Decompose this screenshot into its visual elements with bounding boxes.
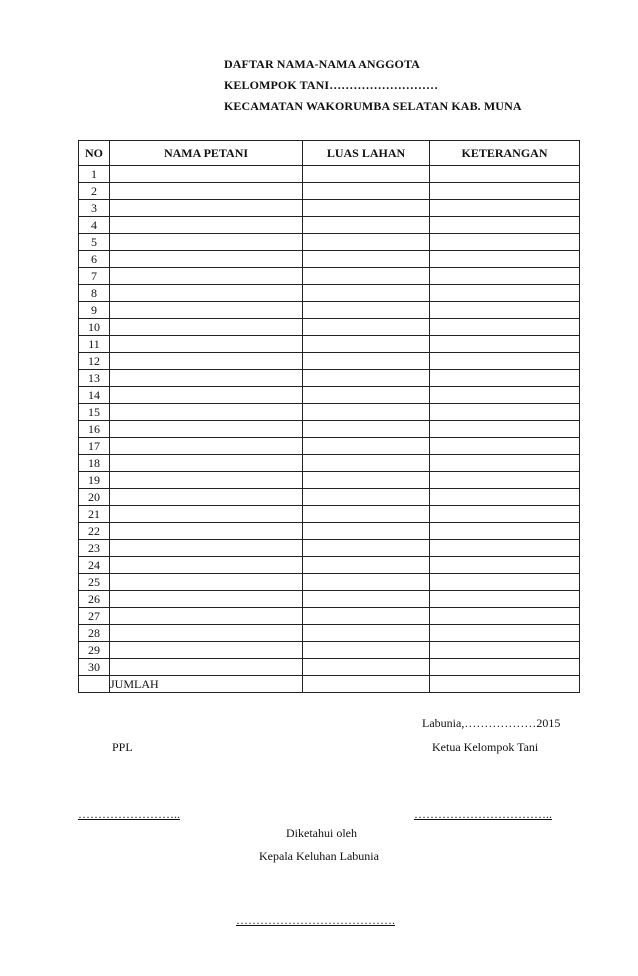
name-cell [110, 234, 303, 251]
table-body [79, 166, 580, 676]
row-number: 30 [79, 659, 110, 676]
name-cell [110, 268, 303, 285]
name-cell [110, 285, 303, 302]
remarks-cell [430, 166, 580, 183]
land-area-cell [303, 166, 430, 183]
name-cell [110, 489, 303, 506]
land-area-cell [303, 574, 430, 591]
row-number: 25 [79, 574, 110, 591]
remarks-cell [430, 251, 580, 268]
table-row [79, 319, 580, 336]
table-row [79, 489, 580, 506]
table-row [79, 387, 580, 404]
row-number: 8 [79, 285, 110, 302]
row-number: 11 [79, 336, 110, 353]
remarks-cell [430, 608, 580, 625]
land-area-cell [303, 642, 430, 659]
table-row [79, 251, 580, 268]
land-area-cell [303, 336, 430, 353]
remarks-cell [430, 319, 580, 336]
row-number: 21 [79, 506, 110, 523]
land-area-cell [303, 608, 430, 625]
remarks-cell [430, 540, 580, 557]
row-number: 22 [79, 523, 110, 540]
land-area-cell [303, 285, 430, 302]
remarks-cell [430, 659, 580, 676]
land-area-cell [303, 506, 430, 523]
table-row [79, 438, 580, 455]
name-cell [110, 319, 303, 336]
name-cell [110, 625, 303, 642]
table-row [79, 268, 580, 285]
name-cell [110, 183, 303, 200]
land-area-cell [303, 523, 430, 540]
land-area-cell [303, 489, 430, 506]
remarks-cell [430, 574, 580, 591]
name-cell [110, 200, 303, 217]
table-row [79, 353, 580, 370]
total-label: JUMLAH [110, 676, 303, 693]
name-cell [110, 608, 303, 625]
land-area-cell [303, 540, 430, 557]
name-cell [110, 370, 303, 387]
row-number: 19 [79, 472, 110, 489]
row-number: 20 [79, 489, 110, 506]
table-row [79, 506, 580, 523]
land-area-cell [303, 268, 430, 285]
land-area-cell [303, 659, 430, 676]
name-cell [110, 591, 303, 608]
column-header-remarks: KETERANGAN [430, 141, 580, 166]
land-area-cell [303, 251, 430, 268]
leader-signature-line: …………………………….. [414, 807, 552, 821]
row-number: 1 [79, 166, 110, 183]
table-row [79, 557, 580, 574]
remarks-cell [430, 285, 580, 302]
land-area-cell [303, 319, 430, 336]
ppl-signature-line: …………………….. [78, 807, 180, 821]
row-number: 9 [79, 302, 110, 319]
name-cell [110, 540, 303, 557]
land-area-cell [303, 387, 430, 404]
table-row [79, 659, 580, 676]
remarks-cell [430, 404, 580, 421]
head-role-label: Kepala Keluhan Labunia [259, 849, 379, 863]
remarks-cell [430, 302, 580, 319]
name-cell [110, 251, 303, 268]
group-leader-label: Ketua Kelompok Tani [432, 740, 539, 754]
land-area-cell [303, 353, 430, 370]
name-cell [110, 353, 303, 370]
acknowledged-label: Diketahui oleh [286, 826, 357, 840]
remarks-cell [430, 268, 580, 285]
remarks-cell [430, 438, 580, 455]
row-number: 7 [79, 268, 110, 285]
table-header-row [79, 141, 580, 166]
name-cell [110, 642, 303, 659]
land-area-cell [303, 472, 430, 489]
row-number: 12 [79, 353, 110, 370]
remarks-cell [430, 370, 580, 387]
document-title: DAFTAR NAMA-NAMA ANGGOTA [224, 57, 420, 71]
district-line: KECAMATAN WAKORUMBA SELATAN KAB. MUNA [224, 99, 522, 113]
total-land-area-cell [303, 676, 430, 693]
name-cell [110, 387, 303, 404]
remarks-cell [430, 234, 580, 251]
remarks-cell [430, 642, 580, 659]
land-area-cell [303, 404, 430, 421]
total-remarks-cell [430, 676, 580, 693]
name-cell [110, 506, 303, 523]
row-number: 15 [79, 404, 110, 421]
name-cell [110, 217, 303, 234]
name-cell [110, 523, 303, 540]
remarks-cell [430, 506, 580, 523]
table-row [79, 370, 580, 387]
name-cell [110, 336, 303, 353]
row-number: 24 [79, 557, 110, 574]
row-number: 4 [79, 217, 110, 234]
land-area-cell [303, 370, 430, 387]
row-number: 6 [79, 251, 110, 268]
table-row [79, 421, 580, 438]
table-row [79, 642, 580, 659]
total-no-cell [79, 676, 110, 693]
name-cell [110, 404, 303, 421]
name-cell [110, 472, 303, 489]
remarks-cell [430, 421, 580, 438]
remarks-cell [430, 336, 580, 353]
column-header-land-area: LUAS LAHAN [303, 141, 430, 166]
land-area-cell [303, 217, 430, 234]
remarks-cell [430, 523, 580, 540]
column-header-no: NO [79, 141, 110, 166]
name-cell [110, 421, 303, 438]
land-area-cell [303, 302, 430, 319]
name-cell [110, 302, 303, 319]
land-area-cell [303, 625, 430, 642]
table-row [79, 200, 580, 217]
table-row [79, 540, 580, 557]
remarks-cell [430, 591, 580, 608]
row-number: 3 [79, 200, 110, 217]
row-number: 14 [79, 387, 110, 404]
row-number: 13 [79, 370, 110, 387]
name-cell [110, 557, 303, 574]
table-row [79, 472, 580, 489]
row-number: 23 [79, 540, 110, 557]
row-number: 26 [79, 591, 110, 608]
name-cell [110, 659, 303, 676]
remarks-cell [430, 387, 580, 404]
head-signature-line: …………………………………. [236, 913, 395, 927]
total-row [79, 676, 580, 693]
table-row [79, 166, 580, 183]
land-area-cell [303, 200, 430, 217]
column-header-name: NAMA PETANI [110, 141, 303, 166]
land-area-cell [303, 183, 430, 200]
row-number: 2 [79, 183, 110, 200]
remarks-cell [430, 183, 580, 200]
group-name-line: KELOMPOK TANI……………………… [224, 78, 439, 92]
member-table [78, 140, 580, 693]
row-number: 5 [79, 234, 110, 251]
name-cell [110, 166, 303, 183]
table-row [79, 285, 580, 302]
table-row [79, 336, 580, 353]
table-row [79, 404, 580, 421]
table-row [79, 523, 580, 540]
name-cell [110, 438, 303, 455]
land-area-cell [303, 438, 430, 455]
row-number: 29 [79, 642, 110, 659]
row-number: 17 [79, 438, 110, 455]
remarks-cell [430, 625, 580, 642]
remarks-cell [430, 217, 580, 234]
remarks-cell [430, 472, 580, 489]
table-row [79, 574, 580, 591]
table-row [79, 455, 580, 472]
name-cell [110, 574, 303, 591]
table-row [79, 234, 580, 251]
row-number: 28 [79, 625, 110, 642]
remarks-cell [430, 200, 580, 217]
land-area-cell [303, 455, 430, 472]
table-row [79, 217, 580, 234]
table-row [79, 608, 580, 625]
row-number: 10 [79, 319, 110, 336]
row-number: 27 [79, 608, 110, 625]
place-date: Labunia,………………2015 [422, 716, 561, 730]
name-cell [110, 455, 303, 472]
row-number: 16 [79, 421, 110, 438]
row-number: 18 [79, 455, 110, 472]
land-area-cell [303, 234, 430, 251]
ppl-label: PPL [112, 740, 133, 754]
remarks-cell [430, 557, 580, 574]
remarks-cell [430, 489, 580, 506]
land-area-cell [303, 591, 430, 608]
table-row [79, 183, 580, 200]
table-row [79, 591, 580, 608]
table-row [79, 302, 580, 319]
remarks-cell [430, 353, 580, 370]
land-area-cell [303, 557, 430, 574]
land-area-cell [303, 421, 430, 438]
remarks-cell [430, 455, 580, 472]
table-row [79, 625, 580, 642]
